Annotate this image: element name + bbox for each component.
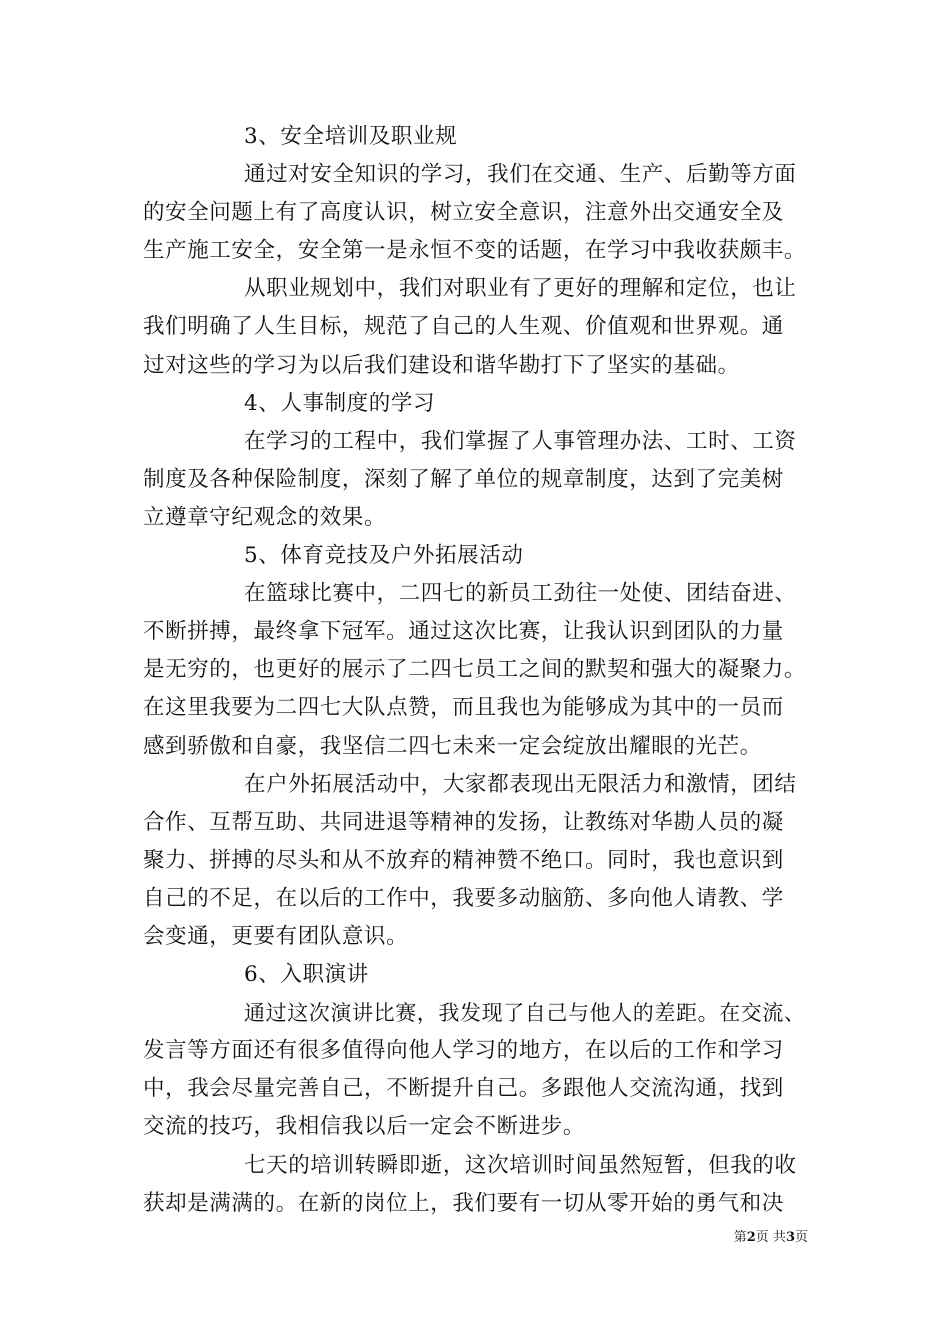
text-line: 5、体育竞技及户外拓展活动 xyxy=(244,543,524,569)
text-line: 自己的不足，在以后的工作中，我要多动脑筋、多向他人请教、学 xyxy=(143,885,784,911)
text-line: 在这里我要为二四七大队点赞，而且我也为能够成为其中的一员而 xyxy=(143,695,784,721)
text-line: 中，我会尽量完善自己，不断提升自己。多跟他人交流沟通，找到 xyxy=(143,1076,784,1102)
text-line: 交流的技巧，我相信我以后一定会不断进步。 xyxy=(143,1114,586,1140)
text-line: 从职业规划中，我们对职业有了更好的理解和定位，也让 xyxy=(244,276,797,302)
text-line: 6、入职演讲 xyxy=(244,962,369,988)
text-line: 获却是满满的。在新的岗位上，我们要有一切从零开始的勇气和决 xyxy=(143,1190,784,1216)
document-body xyxy=(143,118,807,1223)
text-line: 发言等方面还有很多值得向他人学习的地方，在以后的工作和学习 xyxy=(143,1038,784,1064)
text-line: 在户外拓展活动中，大家都表现出无限活力和激情，团结 xyxy=(244,771,797,797)
page-footer xyxy=(700,1228,808,1248)
text-line: 七天的培训转瞬即逝，这次培训时间虽然短暂，但我的收 xyxy=(244,1152,797,1178)
footer-middle: 页 共 xyxy=(755,1230,786,1245)
text-line: 4、人事制度的学习 xyxy=(244,390,436,416)
text-line: 通过这次演讲比赛，我发现了自己与他人的差距。在交流、 xyxy=(244,1001,806,1026)
text-line: 过对这些的学习为以后我们建设和谐华勘打下了坚实的基础。 xyxy=(143,352,740,378)
text-line: 是无穷的，也更好的展示了二四七员工之间的默契和强大的凝聚力。 xyxy=(143,657,807,683)
text-line: 不断拼搏，最终拿下冠军。通过这次比赛，让我认识到团队的力量 xyxy=(143,619,784,645)
text-line: 3、安全培训及职业规 xyxy=(244,124,458,149)
text-line: 聚力、拼搏的尽头和从不放弃的精神赞不绝口。同时，我也意识到 xyxy=(143,847,784,873)
text-line: 我们明确了人生目标，规范了自己的人生观、价值观和世界观。通 xyxy=(143,314,784,340)
text-line: 在学习的工程中，我们掌握了人事管理办法、工时、工资 xyxy=(244,428,797,454)
total-pages-number: 3 xyxy=(785,1230,795,1245)
text-line: 立遵章守纪观念的效果。 xyxy=(143,504,387,530)
text-line: 的安全问题上有了高度认识，树立安全意识，注意外出交通安全及 xyxy=(143,200,784,226)
text-line: 制度及各种保险制度，深刻了解了单位的规章制度，达到了完美树 xyxy=(143,466,784,492)
text-line: 感到骄傲和自豪，我坚信二四七未来一定会绽放出耀眼的光芒。 xyxy=(143,733,762,759)
text-line: 生产施工安全，安全第一是永恒不变的话题，在学习中我收获颇丰。 xyxy=(143,238,807,264)
text-line: 会变通，更要有团队意识。 xyxy=(143,923,409,949)
current-page-number: 2 xyxy=(746,1230,756,1245)
text-line: 在篮球比赛中，二四七的新员工劲往一处使、团结奋进、 xyxy=(244,581,797,607)
footer-prefix: 第 xyxy=(733,1230,747,1245)
text-line: 通过对安全知识的学习，我们在交通、生产、后勤等方面 xyxy=(244,162,797,188)
text-line: 合作、互帮互助、共同进退等精神的发扬，让教练对华勘人员的凝 xyxy=(143,809,784,835)
footer-suffix: 页 xyxy=(794,1230,808,1245)
